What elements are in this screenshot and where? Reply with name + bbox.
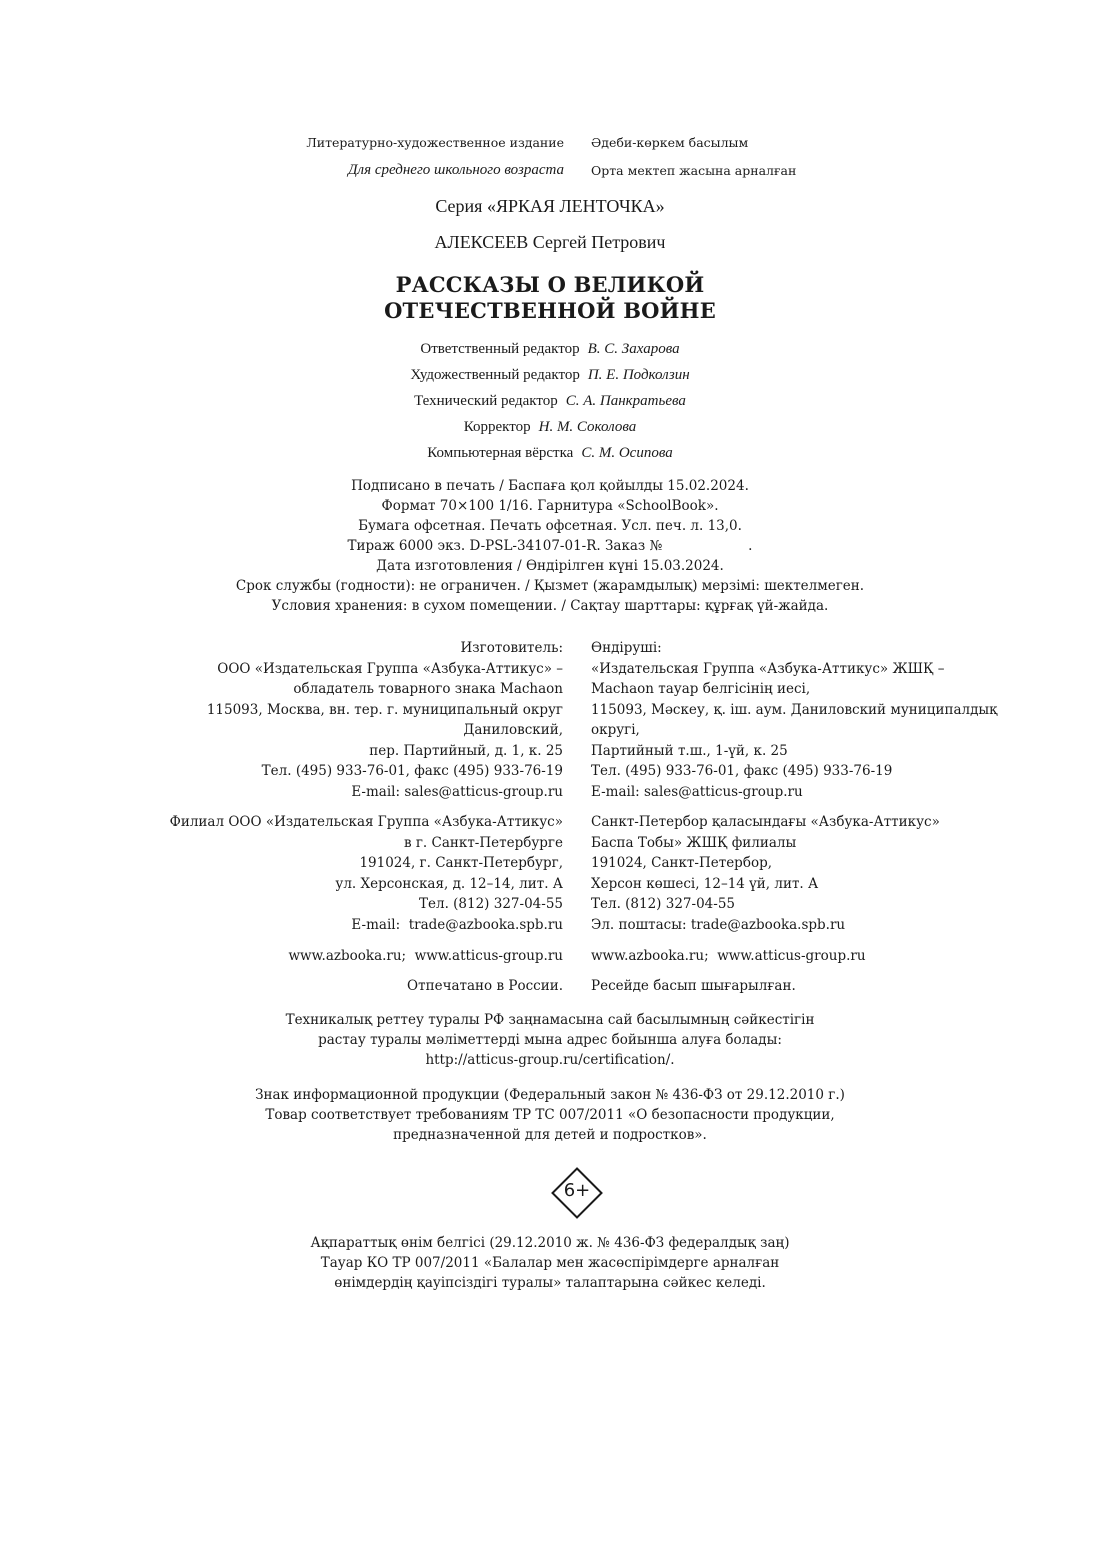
age-rating-label: 6+	[563, 1180, 591, 1201]
manufacturer-email: E-mail: sales@atticus-group.ru	[591, 783, 803, 800]
branch-line: Баспа Тобы» ЖШҚ филиалы	[591, 834, 797, 851]
staff-person: Н. М. Соколова	[538, 419, 637, 435]
staff-row	[0, 440, 1100, 466]
info-sign-line: өнімдердің қауіпсіздігі туралы» талаптарына сәйкес келеді.	[334, 1275, 766, 1291]
edition-type-row	[0, 135, 1100, 150]
book-title-line-2: ОТЕЧЕСТВЕННОЙ ВОЙНЕ	[384, 298, 716, 323]
staff-person: С. М. Осипова	[581, 445, 673, 461]
manufacturer-line: ООО «Издательская Группа «Азбука-Аттикус» –	[217, 660, 563, 677]
edition-type-kz: Әдеби-көркем басылым	[591, 135, 749, 150]
branch-line: Тел. (812) 327-04-55	[591, 896, 735, 912]
staff-role: Компьютерная вёрстка	[427, 445, 574, 461]
branch-line: в г. Санкт-Петербурге	[403, 834, 563, 851]
print-spec-line: Формат 70×100 1/16. Гарнитура «SchoolBook».	[381, 498, 719, 514]
print-spec-line: Дата изготовления / Өндірілген күні 15.03.2024.	[376, 558, 724, 574]
certification-line: Техникалық реттеу туралы РФ заңнамасына сай басылымның сәйкестігін	[285, 1012, 815, 1028]
print-specs	[0, 476, 1100, 616]
age-group-ru: Для среднего школьного возраста	[348, 162, 564, 178]
manufacturer-line: Даниловский,	[463, 722, 563, 738]
info-sign-line: Тауар КО ТР 007/2011 «Балалар мен жасөспірімдерге арналған	[320, 1255, 780, 1271]
info-sign-line: Ақпараттық өнім белгісі (29.12.2010 ж. № 436-ФЗ федералдық заң)	[310, 1235, 790, 1251]
print-spec-line: Срок службы (годности): не ограничен. / Қызмет (жарамдылық) мерзімі: шектелмеген.	[235, 578, 865, 594]
staff-credits	[0, 336, 1100, 466]
certification-note	[0, 1010, 1100, 1070]
print-spec-line: Условия хранения: в сухом помещении. / Сақтау шарттары: құрғақ үй-жайда.	[271, 598, 829, 614]
info-sign-ru	[0, 1085, 1100, 1145]
manufacturer-line: обладатель товарного знака Machaon	[293, 681, 563, 697]
branch-line: Тел. (812) 327-04-55	[419, 896, 563, 912]
branch-ru	[170, 812, 563, 935]
print-spec-line: Бумага офсетная. Печать офсетная. Усл. печ. л. 13,0.	[358, 518, 742, 534]
staff-role: Корректор	[463, 419, 531, 435]
age-group-row	[0, 162, 1100, 179]
book-title-line-1: РАССКАЗЫ О ВЕЛИКОЙ	[395, 272, 705, 297]
edition-type-ru: Литературно-художественное издание	[306, 135, 564, 150]
branch-line: 191024, г. Санкт-Петербург,	[359, 855, 563, 871]
author-name: АЛЕКСЕЕВ Сергей Петрович	[434, 232, 666, 252]
staff-person: С. А. Панкратьева	[565, 393, 686, 409]
branch-line: ул. Херсонская, д. 12–14, лит. А	[335, 875, 563, 892]
manufacturer-ru	[207, 638, 563, 802]
print-spec-line: Подписано в печать / Баспаға қол қойылды 15.02.2024.	[351, 478, 749, 494]
age-group-kz: Орта мектеп жасына арналған	[591, 163, 797, 178]
manufacturer-line: Machaon тауар белгісінің иесі,	[591, 681, 811, 697]
manufacturer-line: «Издательская Группа «Азбука-Аттикус» ЖШҚ –	[591, 660, 945, 677]
series-name: Серия «ЯРКАЯ ЛЕНТОЧКА»	[435, 196, 665, 216]
info-sign-kz	[0, 1233, 1100, 1293]
websites-ru: www.azbooka.ru; www.atticus-group.ru	[288, 948, 563, 964]
printed-in-kz: Ресейде басып шығарылған.	[591, 978, 796, 994]
info-sign-line: Товар соответствует требованиям ТР ТС 007/2011 «О безопасности продукции,	[265, 1107, 835, 1123]
staff-row	[0, 388, 1100, 414]
manufacturer-line: Партийный т.ш., 1-үй, к. 25	[591, 742, 788, 759]
staff-person: В. С. Захарова	[587, 341, 680, 357]
manufacturer-line: Тел. (495) 933-76-01, факс (495) 933-76-19	[591, 763, 893, 779]
book-title	[0, 272, 1100, 324]
websites-kz: www.azbooka.ru; www.atticus-group.ru	[591, 948, 866, 964]
branch-line: Херсон көшесі, 12–14 үй, лит. А	[591, 875, 819, 892]
printed-in-ru: Отпечатано в России.	[407, 978, 563, 994]
info-sign-line: Знак информационной продукции (Федеральный закон № 436-ФЗ от 29.12.2010 г.)	[255, 1087, 845, 1103]
manufacturer-line: Изготовитель:	[460, 640, 563, 656]
print-spec-line: Тираж 6000 экз. D-PSL-34107-01-R. Заказ № .	[347, 538, 753, 554]
staff-row	[0, 336, 1100, 362]
branch-kz	[591, 812, 940, 935]
staff-role: Технический редактор	[414, 393, 558, 409]
manufacturer-line: 115093, Мәскеу, қ. іш. аум. Даниловский муниципалдық	[591, 701, 998, 718]
manufacturer-kz	[591, 638, 997, 802]
staff-role: Ответственный редактор	[420, 341, 580, 357]
staff-role: Художественный редактор	[410, 367, 580, 383]
manufacturer-email: E-mail: sales@atticus-group.ru	[351, 783, 563, 800]
manufacturer-line: 115093, Москва, вн. тер. г. муниципальный округ	[206, 701, 563, 718]
branch-line: Санкт-Петербор қаласындағы «Азбука-Аттикус»	[591, 814, 940, 830]
branch-line: 191024, Санкт-Петербор,	[591, 855, 773, 871]
certification-link: http://atticus-group.ru/certification/.	[425, 1052, 675, 1068]
branch-line: Филиал ООО «Издательская Группа «Азбука-Аттикус»	[169, 814, 563, 830]
branch-email: E-mail: trade@azbooka.spb.ru	[351, 916, 563, 933]
manufacturer-line: Өндіруші:	[591, 640, 662, 656]
manufacturer-line: пер. Партийный, д. 1, к. 25	[369, 742, 563, 759]
staff-row	[0, 362, 1100, 388]
staff-person: П. Е. Подколзин	[587, 367, 690, 383]
manufacturer-line: округі,	[591, 722, 640, 738]
staff-row	[0, 414, 1100, 440]
branch-email: Эл. поштасы: trade@azbooka.spb.ru	[591, 916, 846, 933]
certification-line: растау туралы мәліметтерді мына адрес бойынша алуға болады:	[318, 1032, 782, 1048]
info-sign-line: предназначенной для детей и подростков».	[393, 1127, 707, 1143]
manufacturer-line: Тел. (495) 933-76-01, факс (495) 933-76-19	[261, 763, 563, 779]
